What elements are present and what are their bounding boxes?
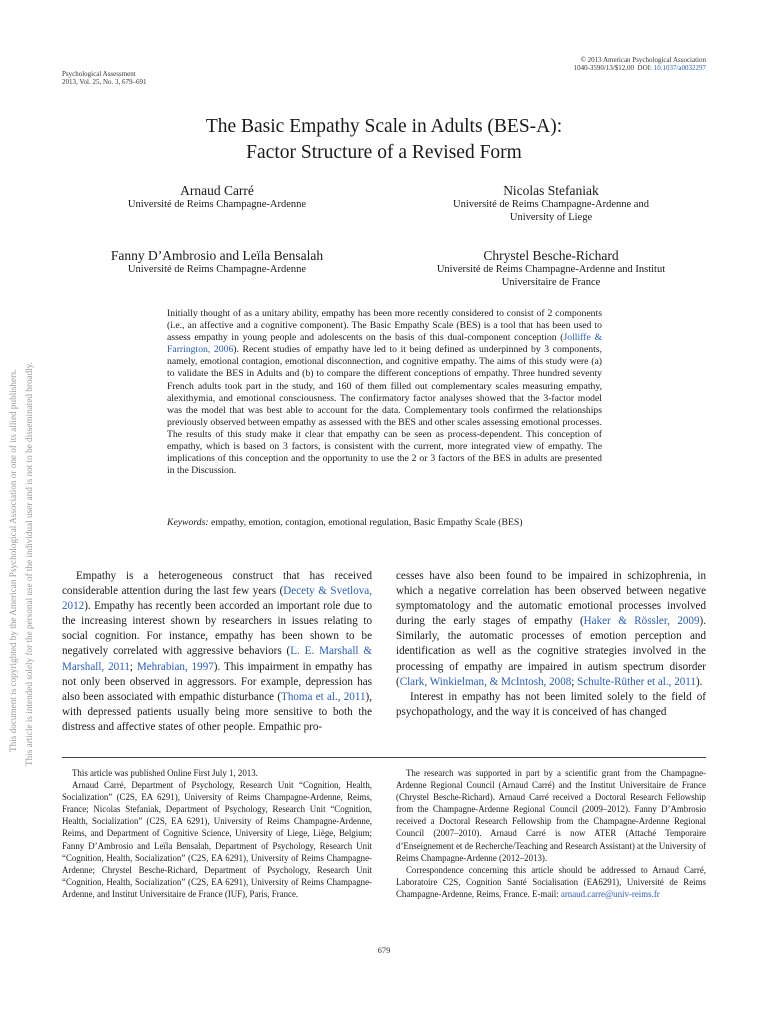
copyright-header [574,56,706,72]
doi-label: DOI: [637,64,652,72]
author-affiliation: University of Liege [509,211,593,223]
author-block-4 [396,248,706,289]
footnote-paragraph [396,864,706,900]
copyright-notice-line-2: This article is intended solely for the personal use of the individual user and is not to be disseminated broadly. [24,361,34,766]
body-text: ). Empathy has recently been accorded an important role due to the increasing interest shown by researchers in issues relating to social cognition. For instance, empathy has been shown to be negatively correlated with aggressive behaviors ( [62,600,372,658]
copyright-notice-line-1: This document is copyrighted by the American Psychological Association or one of its allied publishers. [8,369,18,752]
citation-link[interactable]: Haker & Rössler, 2009 [583,615,700,628]
issn-doi-line [574,64,706,72]
keywords-label: Keywords: [167,517,209,528]
email-link[interactable]: arnaud.carre@univ-reims.fr [560,888,660,899]
footnote-paragraph: Arnaud Carré, Department of Psychology, Research Unit “Cognition, Health, Socialization” (C2S, EA 6291), University of Reims Champagne-Ardenne, Reims, France; Nicolas Stefaniak, Department of Psychology, Research Unit “Cognition, Health, Socialization” (C2S, EA 6291), University of Reims Champagne-Ardenne, Reims, and Department of Cognitive Science, University of Liege, Liège, Belgium; Fanny D’Ambrosio and Leïla Bensalah, Department of Psychology, Research Unit “Cognition, Health, Socialization” (C2S, EA 6291), University of Reims Champagne-Ardenne; Chrystel Besche-Richard, Department of Psychology, Research Unit “Cognition, Health, Socialization” (C2S, EA 6291), University of Reims Champagne-Ardenne, and Institut Universitaire de France (IUF), Paris, France. [62,780,372,899]
journal-header [62,70,147,86]
author-name: Nicolas Stefaniak [503,183,599,198]
body-text: cesses have also been found to be impaired in schizophrenia, in which a negative correlation has been observed between negative symptomatology and the automatic emotional processes involved during the early stages of empathy ( [396,570,706,628]
citation-link[interactable]: Schulte-Rüther et al., 2011 [577,675,696,688]
body-paragraph [62,569,372,735]
citation-link[interactable]: Thoma et al., 2011 [281,690,366,703]
copyright-line: © 2013 American Psychological Association [580,56,706,64]
body-text: Empathy is a heterogeneous construct that has received considerable attention during the last few years ( [62,570,372,598]
keywords [167,517,602,529]
doi-link[interactable]: 10.1037/a0032297 [653,64,706,72]
author-name: Arnaud Carré [180,183,254,198]
author-name: Chrystel Besche-Richard [483,248,619,263]
citation-link[interactable]: Mehrabian, 1997 [136,660,214,673]
article-title [0,114,768,166]
author-affiliation: Universitaire de France [501,276,601,288]
journal-volume: 2013, Vol. 25, No. 3, 679–691 [62,78,147,86]
footnotes-right [396,767,706,900]
author-block-1 [62,183,372,212]
copyright-notice-sidebar [0,300,56,770]
body-text: ; [571,675,578,688]
footnote-text: Correspondence concerning this article should be addressed to Arnaud Carré, Laboratoire C2S, Cognition Santé Socialisation (EA6291), Université de Reims Champagne-Ardenne, Reims, France. E-mail: [396,864,706,899]
keywords-text: empathy, emotion, contagion, emotional regulation, Basic Empathy Scale (BES) [208,517,523,528]
body-text: ). [695,675,703,688]
footnote-paragraph: The research was supported in part by a scientific grant from the Champagne-Ardenne Regional Council (Arnaud Carré) and the Institut Universitaire de France (Chrystel Besche-Richard). Arnaud Carré received a Doctoral Research Fellowship from the Champagne-Ardenne Regional Council (2009–2012). Fanny D’Ambrosio received a Doctoral Research Fellowship from the Champagne-Ardenne Regional Council (2007–2010). Arnaud Carré is now ATER (Attaché Temporaire d’Enseignement et de Recherche/Teaching and Research Assistant) at the University of Reims Champagne-Ardenne (2012–2013). [396,768,706,863]
author-affiliation: Université de Reims Champagne-Ardenne and Institut [436,264,666,275]
body-text: ), with depressed patients usually being more sensitive to both the distress and affective states of other people. Empathic pro- [62,690,372,733]
issn: 1040-3590/13/$12.00 [573,64,635,72]
footnote-divider [62,757,706,758]
abstract-text: ). Recent studies of empathy have led to it being defined as underpinned by 3 components, namely, emotional contagion, emotional disconnection, and cognitive empathy. The aims of this study were (a) to validate the BES in Adults and (b) to compare the different conceptions of empathy. Three hundred seventy French adults took part in the study, and 160 of them filled out complementary scales measuring empathy, alexithymia, and emotional consciousness. The confirmatory factor analyses showed that the 3-factor model was the model that was best able to account for the data. Complementary tools confirmed the relationships previously observed between empathy as assessed with the BES and other scales assessing emotional processes. The results of this study make it clear that empathy can be seen as process-dependent. This conception of empathy, which is based on 3 factors, is consistent with the current, more integrated view of empathy. The implications of this conception and the opportunity to use the 2 or 3 factors of the BES in adults are presented in the Discussion. [167,344,602,477]
author-affiliation: Université de Reims Champagne-Ardenne [127,264,307,275]
body-paragraph [396,569,706,690]
abstract-citation-link[interactable]: Jolliffe & Farrington, 2006 [167,332,602,356]
abstract [167,308,602,477]
body-text: ; [129,660,137,673]
author-block-3 [62,248,372,277]
body-column-left [62,569,372,735]
abstract-text: Initially thought of as a unitary ability, empathy has been more recently considered to consist of 2 components (i.e., an affective and a cognitive component). The Basic Empathy Scale (BES) is a tool that has been used to assess empathy in young people and adolescents on the basis of this dual-component conception ( [167,308,602,344]
citation-link[interactable]: L. E. Marshall & Marshall, 2011 [62,645,373,673]
citation-link[interactable]: Decety & Svetlova, 2012 [62,585,372,613]
page-number: 679 [377,945,391,955]
body-column-right [396,569,706,720]
footnotes-left [62,767,372,900]
author-affiliation: Université de Reims Champagne-Ardenne and [453,199,649,210]
author-block-2 [396,183,706,224]
body-text: ). This impairment in empathy has not only been observed in aggressors. For example, depression has also been associated with empathic disturbance ( [62,660,373,703]
title-line-2: Factor Structure of a Revised Form [246,142,522,163]
title-line-1: The Basic Empathy Scale in Adults (BES-A): [205,116,563,137]
author-affiliation: Université de Reims Champagne-Ardenne [127,199,307,210]
body-paragraph: Interest in empathy has not been limited solely to the field of psychopathology, and the way it is conceived of has changed [396,690,706,718]
body-text: ). Similarly, the automatic processes of emotion perception and identification as well as the cognitive strategies involved in the processing of empathy are impaired in autism spectrum disorder ( [396,615,706,688]
footnote-paragraph: This article was published Online First July 1, 2013. [72,768,258,778]
citation-link[interactable]: Clark, Winkielman, & McIntosh, 2008 [399,675,572,688]
journal-name: Psychological Assessment [62,70,136,78]
author-name: Fanny D’Ambrosio and Leïla Bensalah [110,248,324,263]
